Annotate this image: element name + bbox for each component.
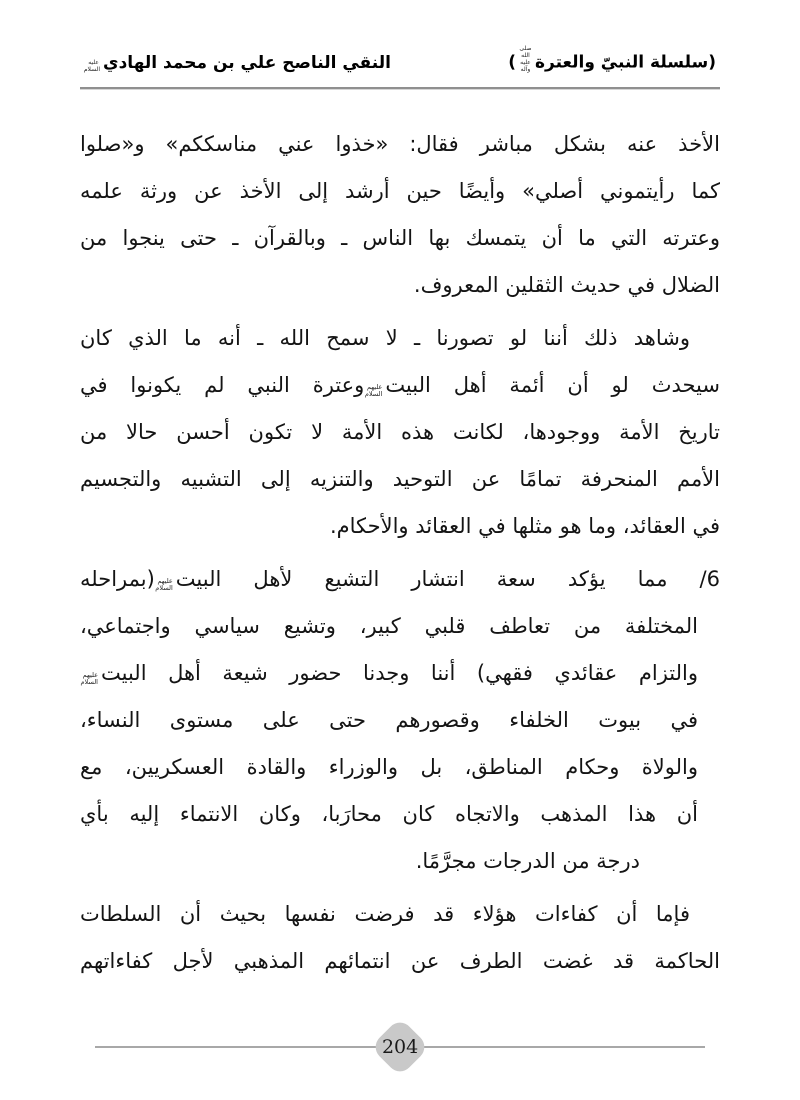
text-line: [80, 503, 720, 550]
text-segment: وعترة النبي لم يكونوا في: [80, 373, 365, 397]
paragraph: [80, 891, 720, 985]
text-segment: الأخذ عنه بشكل مباشر فقال: «خذوا عني مناسككم» و«صلوا: [80, 132, 720, 156]
paragraph: [80, 315, 720, 550]
honorific-icon: عليهم السلام: [80, 670, 98, 686]
text-line: [80, 168, 720, 215]
text-segment: 6/ مما يؤكد سعة انتشار التشيع لأهل البيت: [175, 567, 720, 591]
honorific-icon: عليهم السلام: [155, 576, 173, 592]
text-line: [80, 697, 720, 744]
text-line: [80, 744, 720, 791]
text-segment: سيحدث لو أن أئمة أهل البيت: [385, 373, 720, 397]
series-title-text: (سلسلة النبيّ والعترة: [534, 52, 716, 73]
text-line: [80, 556, 720, 603]
honorific-icon: عليه السلام: [83, 58, 100, 73]
text-line: [80, 315, 720, 362]
text-line: [80, 938, 720, 985]
text-segment: درجة من الدرجات مجرَّمًا.: [415, 849, 640, 873]
page-header: [84, 46, 716, 74]
text-segment: فإما أن كفاءات هؤلاء قد فرضت نفسها بحيث أن السلطات: [80, 902, 690, 926]
text-segment: في العقائد، وما هو مثلها في العقائد والأحكام.: [329, 514, 720, 538]
paragraph: [80, 121, 720, 309]
text-segment: وشاهد ذلك أننا لو تصورنا ـ لا سمح الله ـ أنه ما الذي كان: [80, 326, 690, 350]
text-line: [80, 791, 720, 838]
honorific-icon: عليهم السلام: [364, 382, 383, 398]
text-segment: كما رأيتموني أصلي» وأيضًا حين أرشد إلى الأخذ عن ورثة علمه: [80, 179, 720, 203]
text-line: [80, 650, 720, 697]
text-line: [80, 409, 720, 456]
text-segment: في بيوت الخلفاء وقصورهم حتى على مستوى النساء،: [80, 708, 698, 732]
text-segment: والولاة وحكام المناطق، بل والوزراء والقادة العسكريين، مع: [80, 755, 698, 779]
book-title-text: النقي الناصح علي بن محمد الهادي: [103, 52, 391, 73]
text-segment: الحاكمة قد غضت الطرف عن انتمائهم المذهبي لأجل كفاءاتهم: [80, 949, 720, 973]
page-number: 204: [381, 1035, 419, 1058]
series-title-close: ): [508, 52, 516, 73]
text-line: [80, 362, 720, 409]
book-title: [84, 53, 391, 74]
honorific-icon: صلى الله عليه وآله: [519, 45, 532, 73]
text-segment: الضلال في حديث الثقلين المعروف.: [413, 273, 720, 297]
body-text: [80, 121, 720, 991]
text-line: [80, 603, 720, 650]
text-segment: تاريخ الأمة ووجودها، لكانت هذه الأمة لا تكون أحسن حالا من: [80, 420, 720, 444]
text-line: [80, 891, 720, 938]
text-line: [80, 262, 720, 309]
text-segment: المختلفة من تعاطف قلبي كبير، وتشيع سياسي واجتماعي،: [80, 614, 698, 638]
paragraph: [80, 556, 720, 885]
series-title: [508, 46, 716, 74]
header-rule: [80, 87, 720, 90]
text-segment: والتزام عقائدي فقهي) أننا وجدنا حضور شيعة أهل البيت: [101, 661, 698, 685]
text-segment: الأمم المنحرفة تمامًا عن التوحيد والتنزيه إلى التشبيه والتجسيم: [80, 467, 720, 491]
page-number-badge: [370, 1017, 429, 1076]
text-segment: وعترته التي ما أن يتمسك بها الناس ـ وبالقرآن ـ حتى ينجوا من: [80, 226, 720, 250]
text-line: [80, 456, 720, 503]
text-segment: (بمراحله: [80, 567, 155, 591]
text-segment: أن هذا المذهب والاتجاه كان محارَبا، وكان الانتماء إليه بأي: [80, 802, 698, 826]
text-line: [80, 121, 720, 168]
text-line: [80, 215, 720, 262]
text-line: [80, 838, 720, 885]
